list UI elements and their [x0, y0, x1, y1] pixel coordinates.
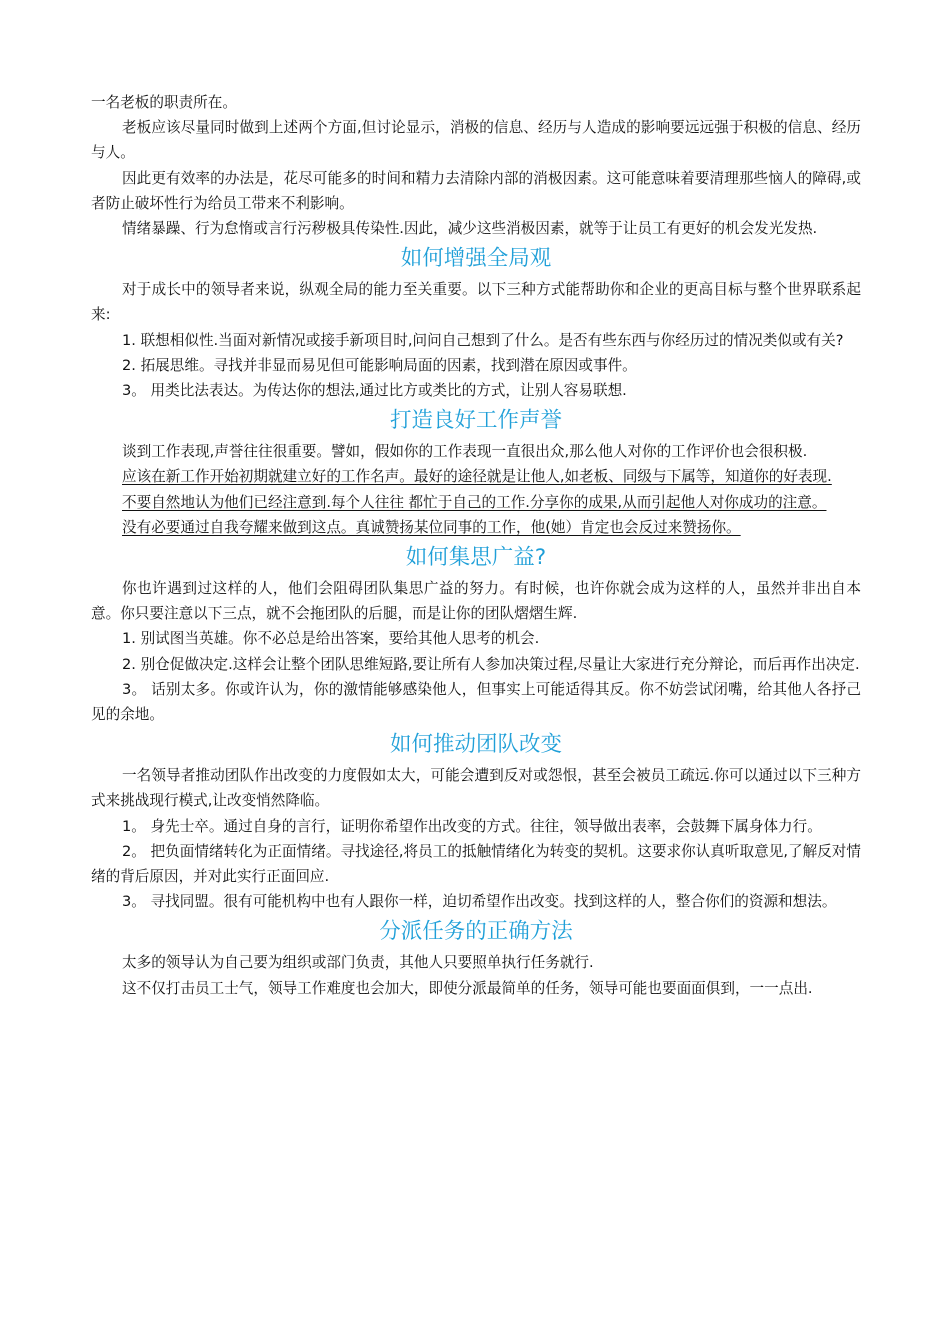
- document-section: [91, 241, 861, 403]
- document-section: [91, 540, 861, 727]
- section-heading: 如何推动团队改变: [389, 732, 562, 758]
- body-paragraph: 1. 别试图当英雄。你不必总是给出答案，要给其他人思考的机会.: [122, 630, 540, 648]
- document-section: [91, 914, 861, 1000]
- body-paragraph: 1。 身先士卒。通过自身的言行，证明你希望作出改变的方式。往往，领导做出表率，会鼓舞下属身体力行。: [122, 817, 822, 835]
- body-paragraph: 谈到工作表现,声誉往往很重要。譬如，假如你的工作表现一直很出众,那么他人对你的工作评价也会很积极.: [122, 443, 808, 461]
- document-section: [91, 403, 861, 540]
- body-paragraph: 2。 把负面情绪转化为正面情绪。寻找途径,将员工的抵触情绪化为转变的契机。这要求你认真听取意见,了解反对情绪的背后原因，并对此实行正面回应.: [91, 842, 861, 886]
- body-paragraph: 3。 用类比法表达。为传达你的想法,通过比方或类比的方式，让别人容易联想.: [122, 382, 627, 400]
- body-paragraph: 对于成长中的领导者来说，纵观全局的能力至关重要。以下三种方式能帮助你和企业的更高目标与整个世界联系起来:: [91, 281, 861, 324]
- section-heading: 如何增强全局观: [400, 246, 552, 272]
- body-paragraph: 一名老板的职责所在。: [91, 94, 237, 111]
- body-paragraph: 2. 拓展思维。寻找并非显而易见但可能影响局面的因素，找到潜在原因或事件。: [122, 356, 637, 374]
- body-paragraph: 情绪暴躁、行为怠惰或言行污秽极具传染性.因此，减少这些消极因素，就等于让员工有更好的机会发光发热.: [122, 220, 818, 238]
- section-heading: 分派任务的正确方法: [379, 919, 573, 945]
- body-paragraph: 不要自然地认为他们已经注意到.每个人往往 都忙于自己的工作.分享你的成果,从而引起他人对你成功的注意。: [122, 493, 827, 511]
- body-paragraph: 这不仅打击员工士气，领导工作难度也会加大，即使分派最简单的任务，领导可能也要面面俱到，一一点出.: [122, 979, 813, 997]
- document-body: [91, 90, 861, 1001]
- section-heading: 如何集思广益?: [405, 545, 547, 571]
- body-paragraph: 太多的领导认为自己要为组织或部门负责，其他人只要照单执行任务就行.: [122, 954, 594, 972]
- body-paragraph: 没有必要通过自我夸耀来做到这点。真诚赞扬某位同事的工作，他(她）肯定也会反过来赞扬你。: [122, 518, 741, 536]
- body-paragraph: 老板应该尽量同时做到上述两个方面,但讨论显示，消极的信息、经历与人造成的影响要远远强于积极的信息、经历与人。: [91, 119, 861, 162]
- document-section: [91, 90, 861, 241]
- body-paragraph: 3。 话别太多。你或许认为，你的激情能够感染他人，但事实上可能适得其反。你不妨尝试闭嘴，给其他人各抒己见的余地。: [91, 680, 861, 724]
- body-paragraph: 应该在新工作开始初期就建立好的工作名声。最好的途径就是让他人,如老板、同级与下属等，知道你的好表现.: [122, 468, 832, 486]
- body-paragraph: 因此更有效率的办法是，花尽可能多的时间和精力去清除内部的消极因素。这可能意味着要清理那些恼人的障碍,或者防止破坏性行为给员工带来不利影响。: [91, 169, 861, 212]
- body-paragraph: 你也许遇到过这样的人，他们会阻碍团队集思广益的努力。有时候，也许你就会成为这样的人，虽然并非出自本意。你只要注意以下三点，就不会拖团队的后腿，而是让你的团队熠熠生辉.: [91, 580, 861, 623]
- section-heading: 打造良好工作声誉: [389, 408, 562, 434]
- body-paragraph: 2. 别仓促做决定.这样会让整个团队思维短路,要让所有人参加决策过程,尽量让大家进行充分辩论，而后再作出决定.: [122, 655, 860, 673]
- body-paragraph: 3。 寻找同盟。很有可能机构中也有人跟你一样，迫切希望作出改变。找到这样的人，整合你们的资源和想法。: [122, 893, 837, 911]
- body-paragraph: 1. 联想相似性.当面对新情况或接手新项目时,问问自己想到了什么。是否有些东西与你经历过的情况类似或有关?: [122, 331, 844, 349]
- body-paragraph: 一名领导者推动团队作出改变的力度假如太大，可能会遭到反对或怨恨，甚至会被员工疏远.你可以通过以下三种方式来挑战现行模式,让改变悄然降临。: [91, 767, 861, 810]
- document-section: [91, 727, 861, 914]
